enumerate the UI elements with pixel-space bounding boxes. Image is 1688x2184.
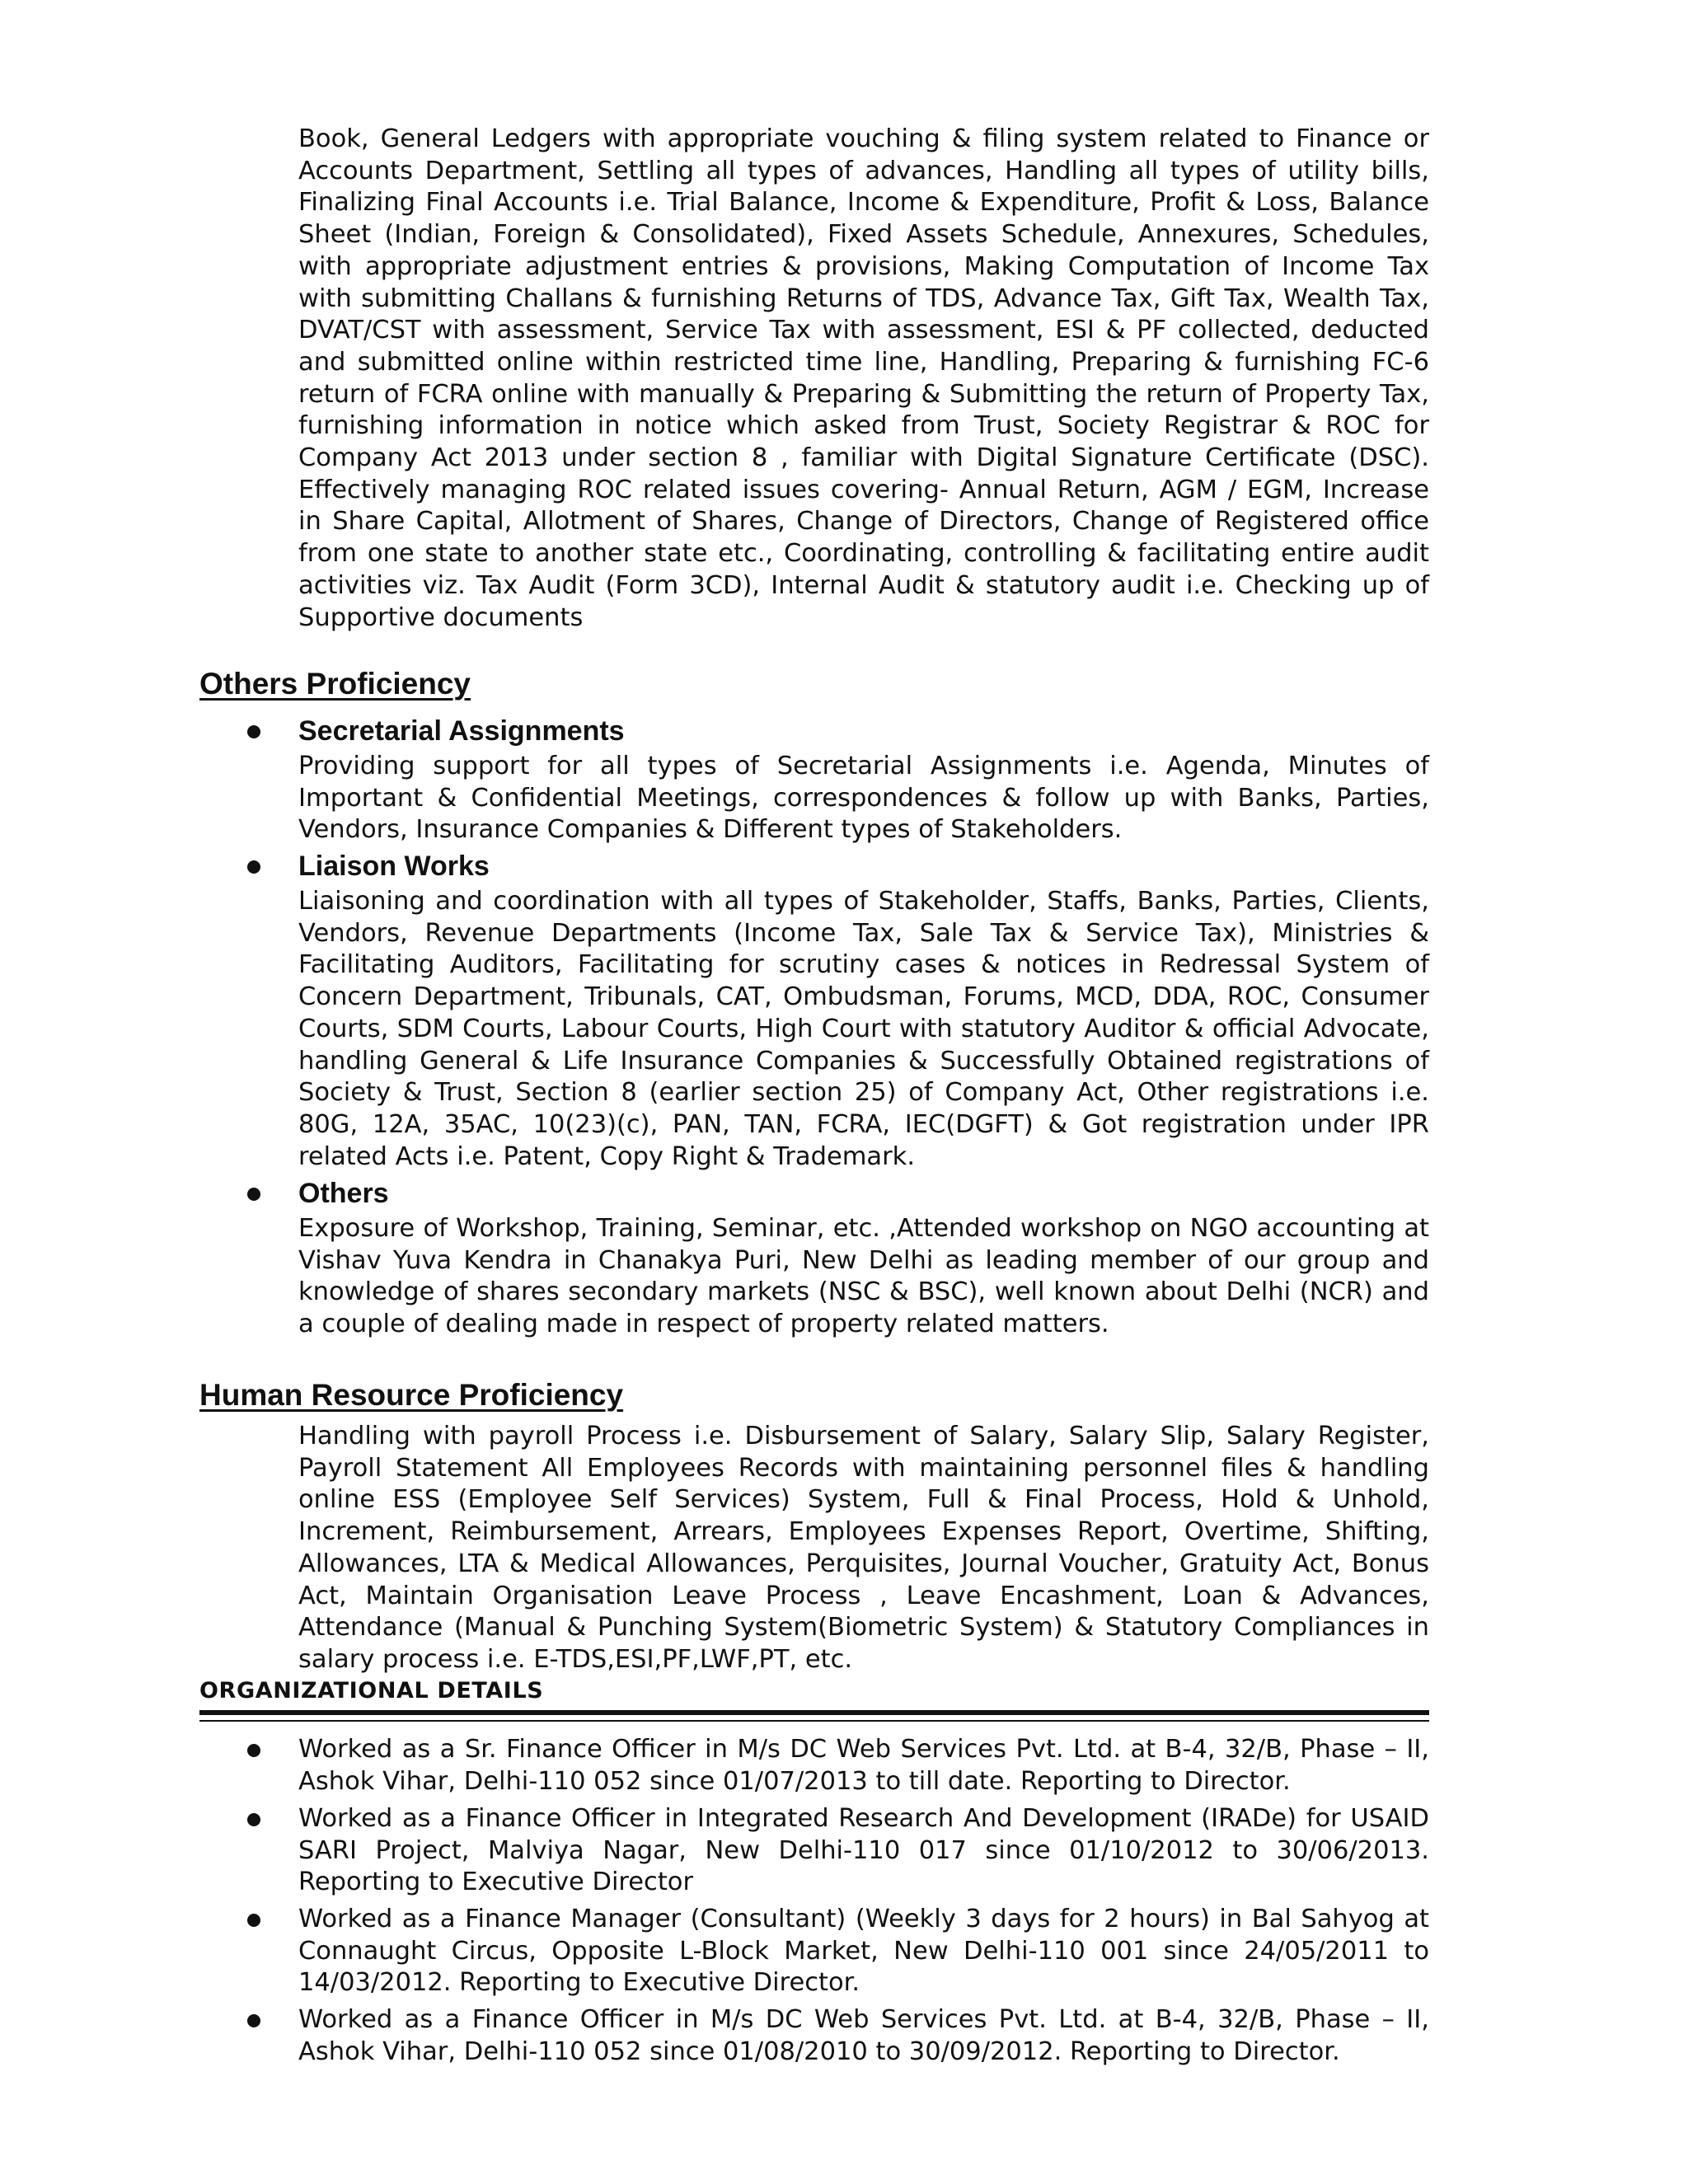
human-resource-heading: Human Resource Proficiency [199, 1378, 624, 1412]
bullet-icon [247, 1744, 260, 1757]
organization-item: Worked as a Finance Officer in Integrated Research And Development (IRADe) for USAID SARI Project, Malviya Nagar, New Delhi-110 017 since 01/10/2012 to 30/06/2013. Reporting to Executive Director [298, 1804, 1429, 1897]
bullet-icon [247, 860, 260, 874]
section-divider [199, 1720, 1429, 1722]
section-divider [199, 1710, 1429, 1715]
bullet-icon [247, 2014, 260, 2027]
liaison-works-text: Liaisoning and coordination with all types of Stakeholder, Staffs, Banks, Parties, Clients, Vendors, Revenue Departments (Income Tax, Sale Tax & Service Tax), Ministries & Facilitating Auditors, Facilitating for scrutiny cases & notices in Redressal System of Concern Department, Tribunals, CAT, Ombudsman, Forums, MCD, DDA, ROC, Consumer Courts, SDM Courts, Labour Courts, High Court with statutory Auditor & official Advocate, handling General & Life Insurance Companies & Successfully Obtained registrations of Society & Trust, Section 8 (earlier section 25) of Company Act, Other registrations i.e. 80G, 12A, 35AC, 10(23)(c), PAN, TAN, FCRA, IEC(DGFT) & Got registration under IPR related Acts i.e. Patent, Copy Right & Trademark. [298, 887, 1429, 1171]
bullet-icon [247, 1914, 260, 1927]
secretarial-assignments-text: Providing support for all types of Secretarial Assignments i.e. Agenda, Minutes of Important & Confidential Meetings, correspondences & follow up with Banks, Parties, Vendors, Insurance Companies & Different types of Stakeholders. [298, 752, 1429, 845]
organizational-details-heading: ORGANIZATIONAL DETAILS [199, 1678, 544, 1704]
bullet-icon [247, 725, 260, 738]
others-proficiency-heading: Others Proficiency [199, 667, 471, 701]
intro-paragraph: Book, General Ledgers with appropriate vouching & filing system related to Finance or Accounts Department, Settling all types of advances, Handling all types of utility bills, Finalizing Final Accounts i.e. Trial Balance, Income & Expenditure, Profit & Loss, Balance Sheet (Indian, Foreign & Consolidated), Fixed Assets Schedule, Annexures, Schedules, with appropriate adjustment entries & provisions, Making Computation of Income Tax with submitting Challans & furnishing Returns of TDS, Advance Tax, Gift Tax, Wealth Tax, DVAT/CST with assessment, Service Tax with assessment, ESI & PF collected, deducted and submitted online within restricted time line, Handling, Preparing & furnishing FC-6 return of FCRA online with manually & Preparing & Submitting the return of Property Tax, furnishing information in notice which asked from Trust, Society Registrar & ROC for Company Act 2013 under section 8 , familiar with Digital Signature Certificate (DSC). Effectively managing ROC related issues covering- Annual Return, AGM / EGM, Increase in Share Capital, Allotment of Shares, Change of Directors, Change of Registered office from one state to another state etc., Coordinating, controlling & facilitating entire audit activities viz. Tax Audit (Form 3CD), Internal Audit & statutory audit i.e. Checking up of Supportive documents [298, 124, 1429, 632]
organization-item: Worked as a Sr. Finance Officer in M/s DC Web Services Pvt. Ltd. at B-4, 32/B, Phase – II, Ashok Vihar, Delhi-110 052 since 01/07/2013 to till date. Reporting to Director. [298, 1735, 1429, 1796]
organization-item: Worked as a Finance Manager (Consultant) (Weekly 3 days for 2 hours) in Bal Sahyog at Connaught Circus, Opposite L-Block Market, New Delhi-110 001 since 24/05/2011 to 14/03/2012. Reporting to Executive Director. [298, 1905, 1429, 1998]
bullet-icon [247, 1188, 260, 1201]
bullet-icon [247, 1813, 260, 1826]
organization-item: Worked as a Finance Officer in M/s DC Web Services Pvt. Ltd. at B-4, 32/B, Phase – II, Ashok Vihar, Delhi-110 052 since 01/08/2010 to 30/09/2012. Reporting to Director. [298, 2005, 1429, 2066]
secretarial-assignments-title: Secretarial Assignments [298, 715, 625, 747]
liaison-works-title: Liaison Works [298, 851, 490, 882]
others-text: Exposure of Workshop, Training, Seminar, etc. ,Attended workshop on NGO accounting at Vishav Yuva Kendra in Chanakya Puri, New Delhi as leading member of our group and knowledge of shares secondary markets (NSC & BSC), well known about Delhi (NCR) and a couple of dealing made in respect of property related matters. [298, 1214, 1429, 1339]
others-title: Others [298, 1178, 389, 1209]
human-resource-text: Handling with payroll Process i.e. Disbursement of Salary, Salary Slip, Salary Register, Payroll Statement All Employees Records with maintaining personnel files & handling online ESS (Employee Self Services) System, Full & Final Process, Hold & Unhold, Increment, Reimbursement, Arrears, Employees Expenses Report, Overtime, Shifting, Allowances, LTA & Medical Allowances, Perquisites, Journal Voucher, Gratuity Act, Bonus Act, Maintain Organisation Leave Process , Leave Encashment, Loan & Advances, Attendance (Manual & Punching System(Biometric System) & Statutory Compliances in salary process i.e. E-TDS,ESI,PF,LWF,PT, etc. [298, 1422, 1429, 1674]
